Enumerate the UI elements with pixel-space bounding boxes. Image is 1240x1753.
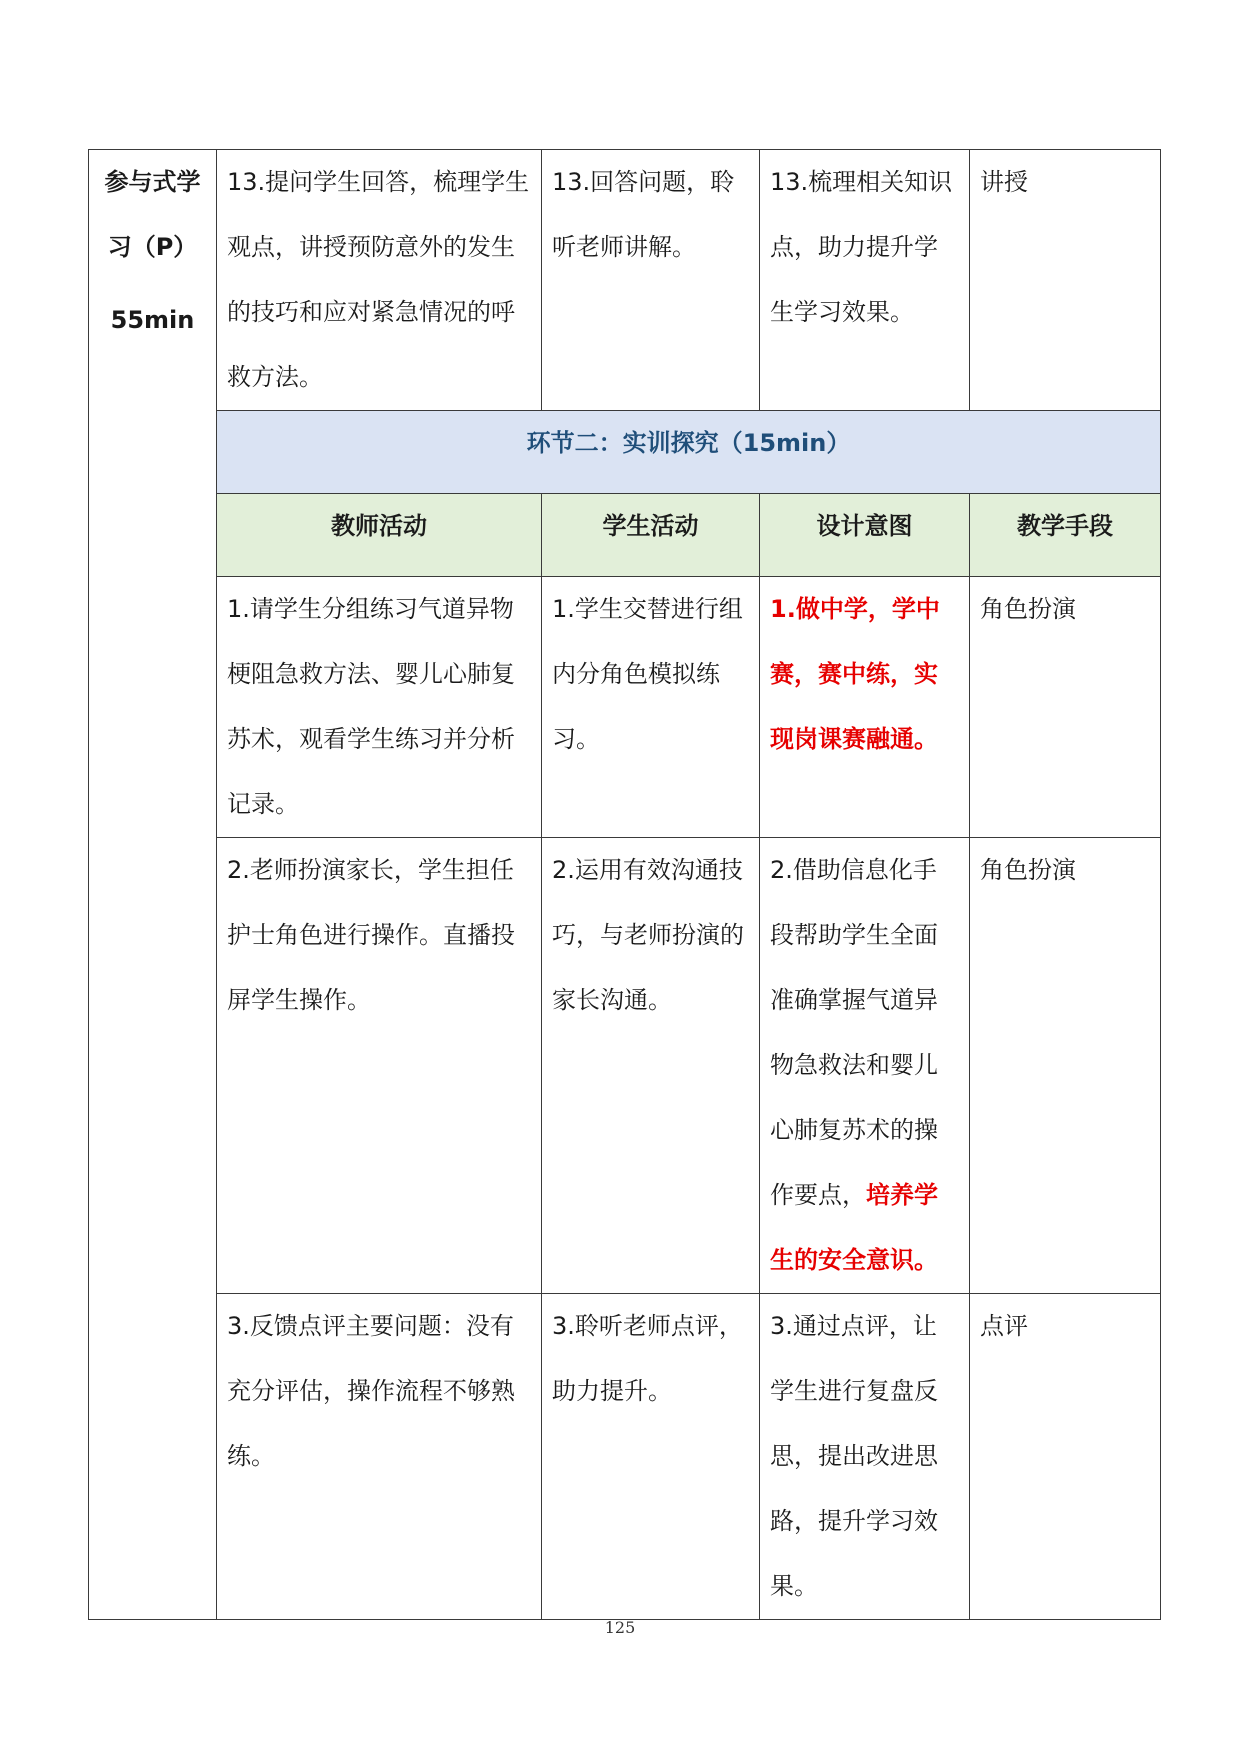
design-intent-emphasis: 1.做中学，学中赛，赛中练，实现岗课赛融通。 (770, 595, 940, 753)
header-student-activity: 学生活动 (542, 494, 760, 577)
phase-label-line1: 参与式学 (104, 168, 201, 196)
lesson-plan-table (88, 149, 1161, 1620)
design-intent-cell (760, 577, 970, 838)
teaching-means-cell: 角色扮演 (970, 577, 1161, 838)
student-activity-cell: 2.运用有效沟通技巧，与老师扮演的家长沟通。 (542, 838, 760, 1294)
design-intent-text: 2.借助信息化手段帮助学生全面准确掌握气道异物急救法和婴儿心肺复苏术的操作要点， (770, 856, 938, 1209)
design-intent-cell: 13.梳理相关知识点，助力提升学生学习效果。 (760, 150, 970, 411)
section-title: 环节二：实训探究（15min） (217, 411, 1161, 494)
design-intent-cell (760, 838, 970, 1294)
table-row (89, 577, 1161, 838)
section-heading-row (89, 411, 1161, 494)
teacher-activity-cell: 1.请学生分组练习气道异物梗阻急救方法、婴儿心肺复苏术，观看学生练习并分析记录。 (217, 577, 542, 838)
design-intent-cell (760, 1294, 970, 1620)
phase-duration: 55min (110, 306, 195, 334)
teaching-means-cell: 讲授 (970, 150, 1161, 411)
header-teacher-activity: 教师活动 (217, 494, 542, 577)
header-design-intent: 设计意图 (760, 494, 970, 577)
phase-cell (89, 150, 217, 1620)
phase-label-line2: 习（P） (107, 233, 198, 261)
teacher-activity-cell: 13.提问学生回答，梳理学生观点，讲授预防意外的发生的技巧和应对紧急情况的呼救方法。 (217, 150, 542, 411)
student-activity-cell: 13.回答问题，聆听老师讲解。 (542, 150, 760, 411)
design-intent-emphasis: 培养学生的安全意识。 (770, 1181, 938, 1274)
page-number: 125 (604, 1618, 636, 1637)
table-row (89, 150, 1161, 411)
column-header-row (89, 494, 1161, 577)
teaching-means-cell: 点评 (970, 1294, 1161, 1620)
teacher-activity-cell: 2.老师扮演家长，学生担任护士角色进行操作。直播投屏学生操作。 (217, 838, 542, 1294)
student-activity-cell: 3.聆听老师点评，助力提升。 (542, 1294, 760, 1620)
student-activity-cell: 1.学生交替进行组内分角色模拟练习。 (542, 577, 760, 838)
teacher-activity-cell: 3.反馈点评主要问题：没有充分评估，操作流程不够熟练。 (217, 1294, 542, 1620)
table-row (89, 838, 1161, 1294)
teaching-means-cell: 角色扮演 (970, 838, 1161, 1294)
design-intent-text: 3.通过点评，让学生进行复盘反思，提出改进思路，提升学习效果。 (770, 1312, 938, 1600)
table-row (89, 1294, 1161, 1620)
header-teaching-means: 教学手段 (970, 494, 1161, 577)
